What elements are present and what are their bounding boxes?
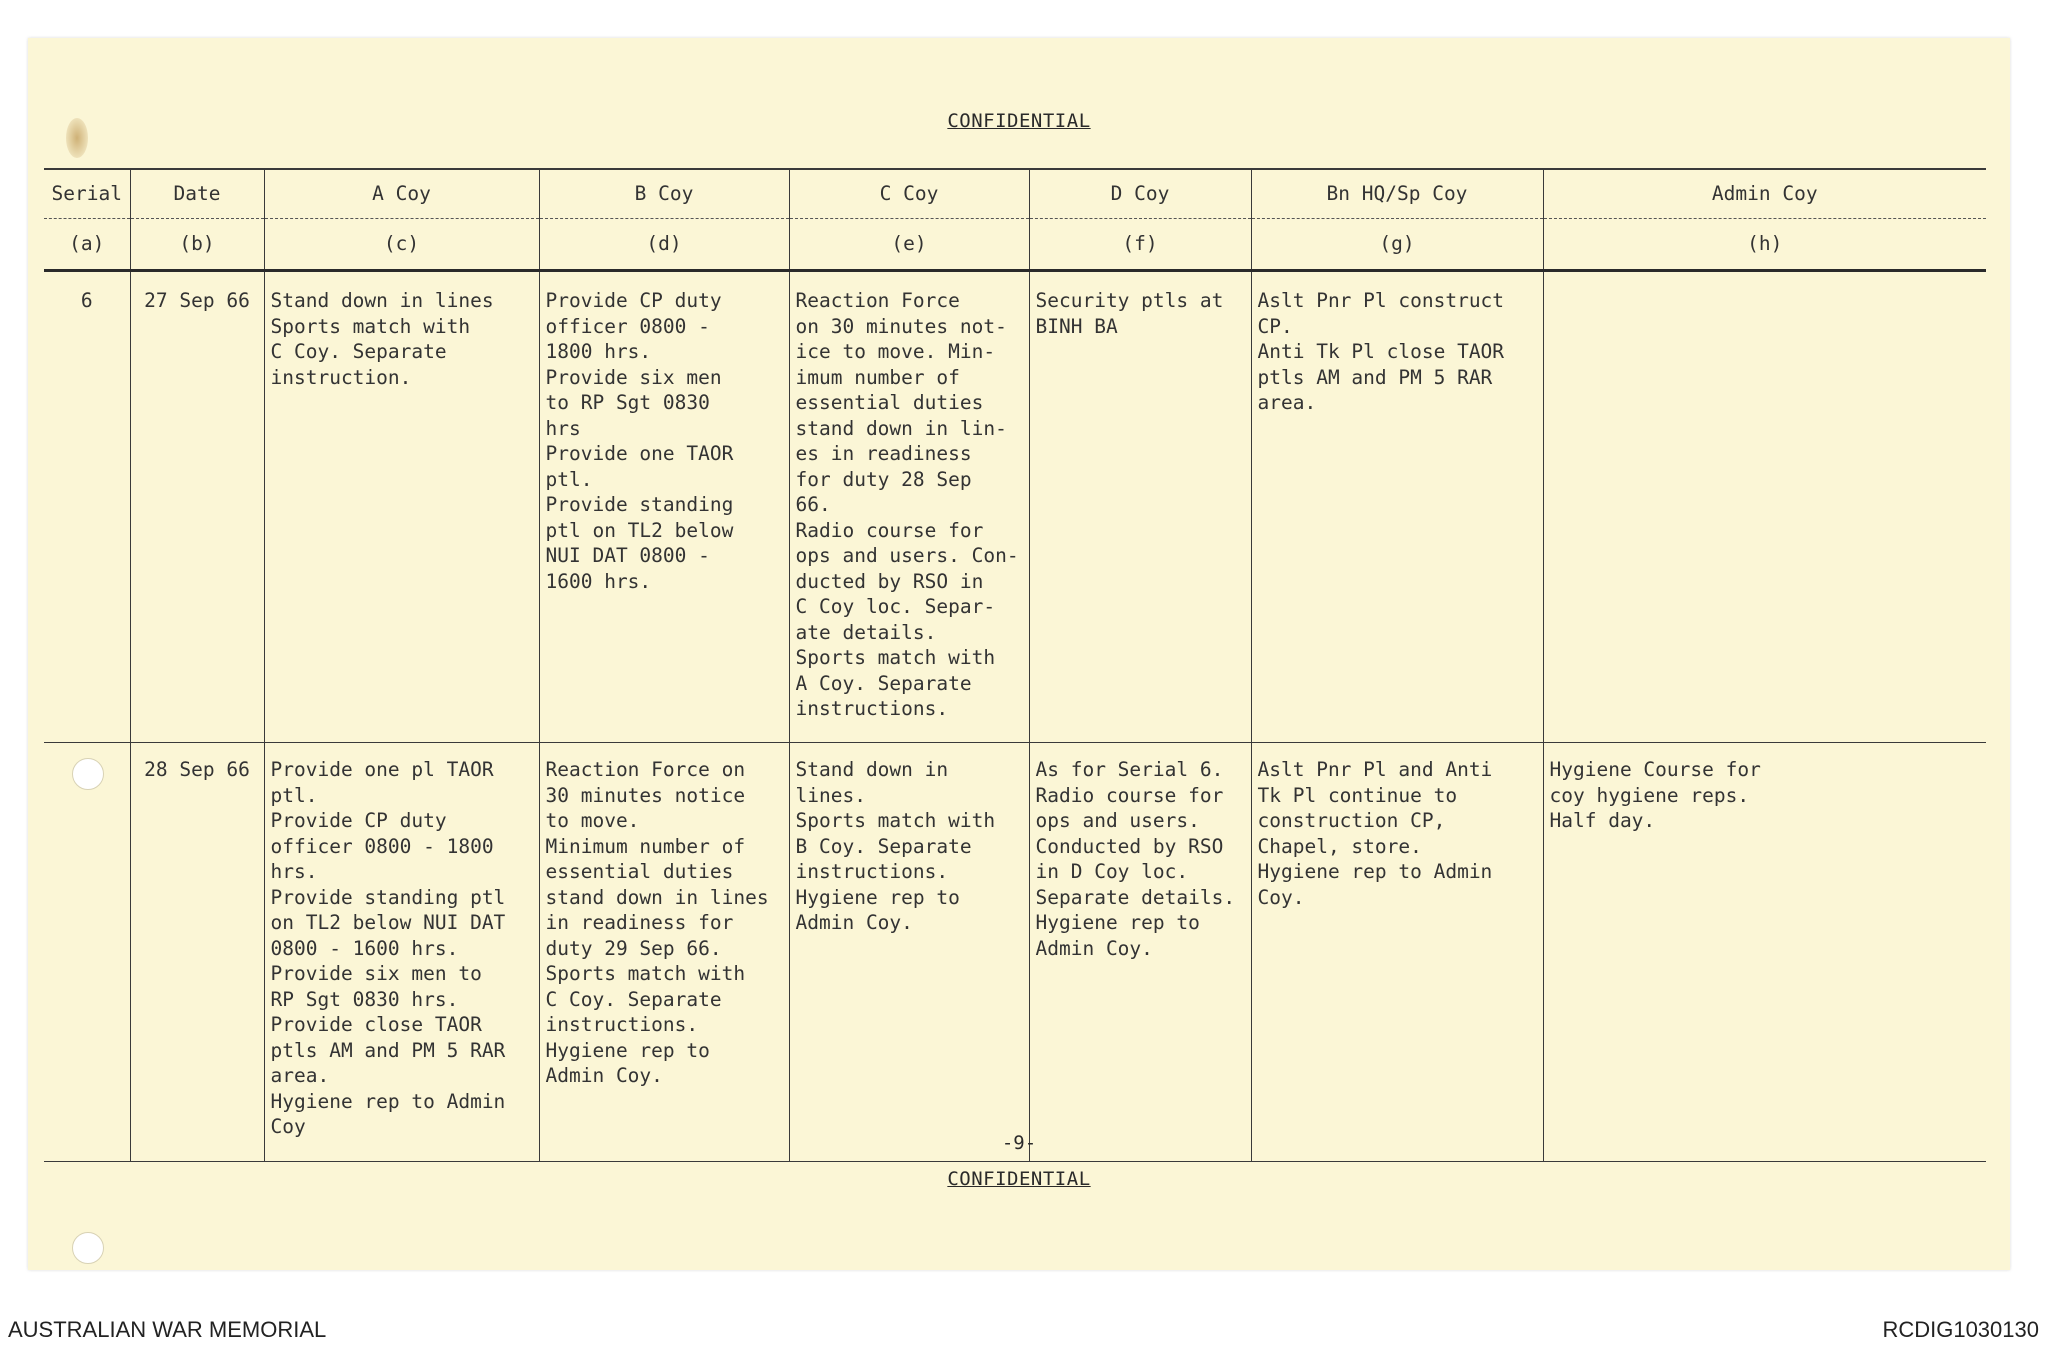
cell-serial [44, 743, 130, 1162]
cell-b-coy: Reaction Force on 30 minutes notice to move. Minimum number of essential duties stand down in lines in readiness for duty 29 Sep 66. Sports match with C Coy. Separate instructions. Hygiene rep to Admin Coy. [539, 743, 789, 1162]
header-classification: CONFIDENTIAL [947, 110, 1091, 132]
cell-a-coy: Stand down in lines Sports match with C Coy. Separate instruction. [264, 271, 539, 743]
archive-reference: RCDIG1030130 [1882, 1317, 2039, 1342]
table-row [44, 271, 1986, 743]
column-letter-row [44, 219, 1986, 271]
column-header-row [44, 169, 1986, 219]
letter-a: (a) [44, 219, 130, 271]
cell-d-coy: Security ptls at BINH BA [1029, 271, 1251, 743]
header-serial: Serial [44, 169, 130, 219]
table-row [44, 743, 1986, 1162]
header-c-coy: C Coy [789, 169, 1029, 219]
cell-bn-hq-sp-coy: Aslt Pnr Pl construct CP. Anti Tk Pl close TAOR ptls AM and PM 5 RAR area. [1251, 271, 1543, 743]
cell-admin-coy: Hygiene Course for coy hygiene reps. Half day. [1543, 743, 1986, 1162]
header-b-coy: B Coy [539, 169, 789, 219]
punch-hole-bottom [72, 1232, 104, 1264]
letter-b: (b) [130, 219, 264, 271]
letter-h: (h) [1543, 219, 1986, 271]
cell-admin-coy [1543, 271, 1986, 743]
cell-bn-hq-sp-coy: Aslt Pnr Pl and Anti Tk Pl continue to construction CP, Chapel, store. Hygiene rep to Admin Coy. [1251, 743, 1543, 1162]
header-a-coy: A Coy [264, 169, 539, 219]
footer-classification: CONFIDENTIAL [947, 1168, 1091, 1190]
cell-serial: 6 [44, 271, 130, 743]
cell-c-coy: Reaction Force on 30 minutes not- ice to move. Min- imum number of essential duties stand down in lin- es in readiness for duty 28 Sep 66. Radio course for ops and users. Con- ducted by RSO in C Coy loc. Separ- ate details. Sports match with A Coy. Separate instructions. [789, 271, 1029, 743]
header-admin-coy: Admin Coy [1543, 169, 1986, 219]
header-d-coy: D Coy [1029, 169, 1251, 219]
cell-date: 28 Sep 66 [130, 743, 264, 1162]
page-number: -9- [1001, 1132, 1037, 1154]
letter-c: (c) [264, 219, 539, 271]
archive-name: AUSTRALIAN WAR MEMORIAL [8, 1317, 327, 1342]
header-date: Date [130, 169, 264, 219]
orders-table [44, 168, 1986, 1162]
archive-credit-bar [0, 1312, 2047, 1348]
letter-e: (e) [789, 219, 1029, 271]
letter-d: (d) [539, 219, 789, 271]
cell-c-coy: Stand down in lines. Sports match with B Coy. Separate instructions. Hygiene rep to Admin Coy. [789, 743, 1029, 1162]
cell-date: 27 Sep 66 [130, 271, 264, 743]
letter-f: (f) [1029, 219, 1251, 271]
cell-a-coy: Provide one pl TAOR ptl. Provide CP duty officer 0800 - 1800 hrs. Provide standing ptl on TL2 below NUI DAT 0800 - 1600 hrs. Provide six men to RP Sgt 0830 hrs. Provide close TAOR ptls AM and PM 5 RAR area. Hygiene rep to Admin Coy [264, 743, 539, 1162]
document-page [28, 38, 2010, 1270]
header-bn-hq-sp-coy: Bn HQ/Sp Coy [1251, 169, 1543, 219]
letter-g: (g) [1251, 219, 1543, 271]
cell-d-coy: As for Serial 6. Radio course for ops and users. Conducted by RSO in D Coy loc. Separate details. Hygiene rep to Admin Coy. [1029, 743, 1251, 1162]
cell-b-coy: Provide CP duty officer 0800 - 1800 hrs. Provide six men to RP Sgt 0830 hrs Provide one TAOR ptl. Provide standing ptl on TL2 below NUI DAT 0800 - 1600 hrs. [539, 271, 789, 743]
